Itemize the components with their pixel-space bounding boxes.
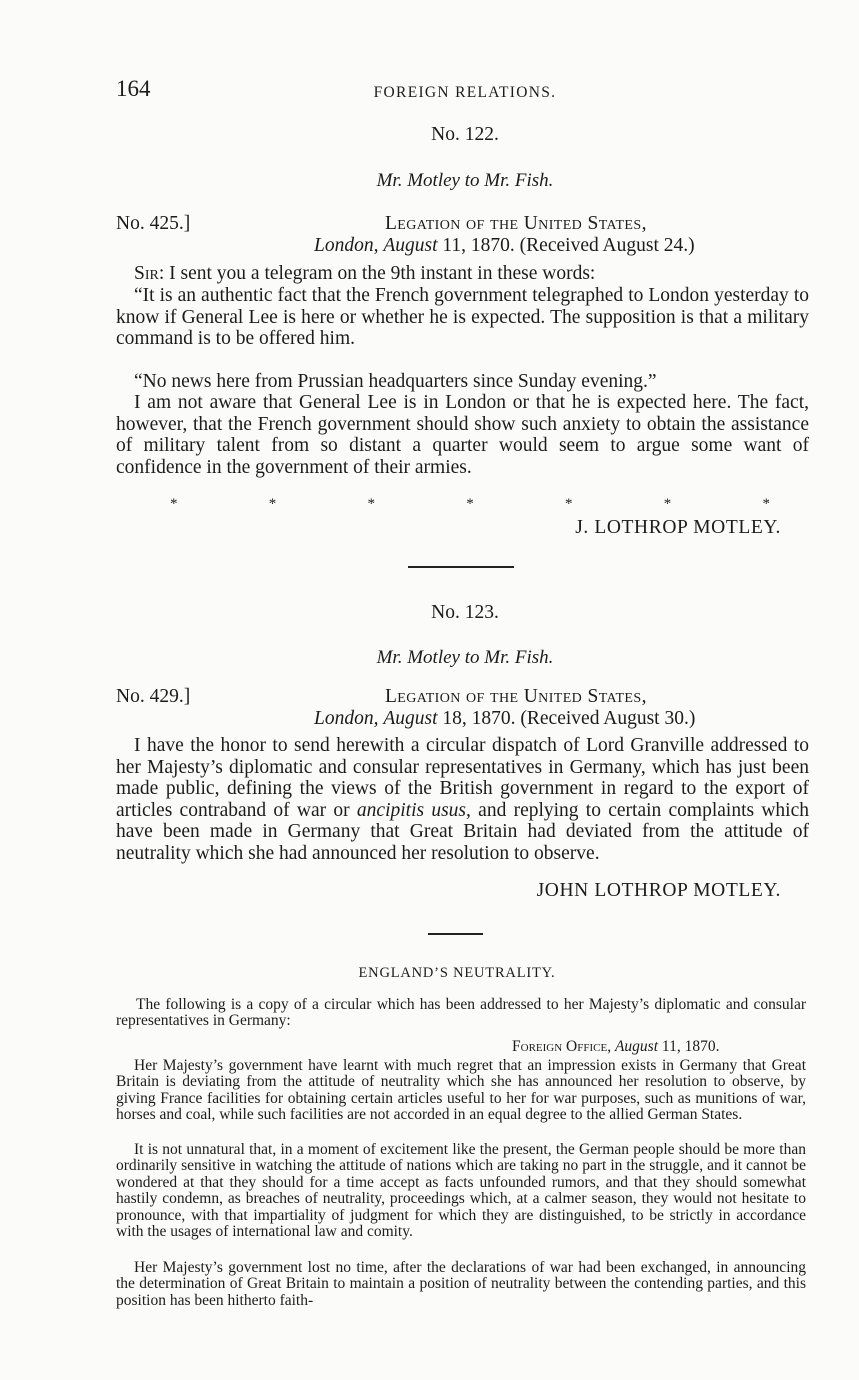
quoted-paragraph: “It is an authentic fact that the French government telegraphed to London yesterday to know if General Lee is here or whether he is expected. The supposition is that a military command is to be offered him.: [116, 285, 809, 349]
document-heading: Mr. Motley to Mr. Fish.: [376, 170, 554, 191]
legation-line: Legation of the United States,: [385, 213, 647, 234]
star: *: [268, 496, 277, 512]
salutation-paragraph: [116, 263, 809, 285]
running-title: FOREIGN RELATIONS.: [373, 84, 557, 101]
dateline: [314, 708, 695, 730]
paragraph-text: I have the honor to send herewith a circular dispatch of Lord Granville addressed to her Majesty’s diplomatic and consular representatives in Germany, which has just been made public, defining the views of the British government in regard to the export of articles contraband of war or: [116, 735, 809, 821]
star: *: [170, 496, 178, 512]
enclosure-paragraph: Her Majesty’s government have learnt with much regret that an impression exists in Germany that Great Britain is deviating from the attitude of neutrality which she has announced her resolution to observe, by giving France facilities for obtaining certain articles useful to her for war purposes, such as munitions of war, horses and coal, while such facilities are not accorded in an equal degree to the allied German States.: [116, 1057, 806, 1124]
star: *: [466, 496, 474, 512]
enclosure-dateline: [512, 1038, 719, 1056]
date-received: 18, 1870. (Received August 30.): [437, 708, 696, 729]
document-number: No. 122.: [431, 124, 499, 145]
date: 11, 1870.: [658, 1038, 720, 1055]
enclosure-intro: The following is a copy of a circular which has been addressed to her Majesty’s diplomatic and consular representatives in Germany:: [116, 996, 806, 1030]
star: *: [565, 496, 573, 512]
section-divider: [408, 566, 514, 568]
quoted-paragraph: “No news here from Prussian headquarters since Sunday evening.”: [134, 371, 657, 392]
star: *: [367, 496, 375, 512]
month: August: [383, 708, 438, 729]
signature: J. LOTHROP MOTLEY.: [575, 517, 781, 538]
month: August: [614, 1038, 659, 1055]
body-paragraph: I am not aware that General Lee is in London or that he is expected here. The fact, however, that the French government should show such anxiety to obtain the assistance of military talent from so distant a quarter would seem to argue some want of confidence in the government of their armies.: [116, 392, 809, 478]
dispatch-number: No. 425.]: [116, 213, 191, 234]
document-heading: Mr. Motley to Mr. Fish.: [376, 647, 554, 668]
dispatch-number: No. 429.]: [116, 686, 191, 707]
paragraph-text: and replying to certain complaints which have been made in Germany that Great Britain had deviated from the attitude of neutrality which she had announced her resolution to observe.: [116, 799, 810, 864]
legation-line: Legation of the United States,: [385, 686, 647, 707]
enclosure-paragraph: Her Majesty’s government lost no time, after the declarations of war had been exchanged, in announcing the determination of Great Britain to maintain a position of neutrality between the contending parties, and this position has been hitherto faith-: [116, 1259, 806, 1309]
page-number: 164: [116, 76, 151, 101]
section-divider: [428, 933, 483, 935]
place: London,: [314, 708, 379, 729]
month: August: [383, 235, 438, 256]
ellipsis-stars: [170, 496, 770, 513]
paragraph-text: : I sent you a telegram on the 9th instant in these words:: [158, 263, 596, 284]
latin-phrase: ancipitis usus,: [356, 799, 471, 821]
place: London,: [314, 235, 379, 256]
salutation: Sir: [134, 263, 159, 284]
dateline: [314, 235, 695, 257]
document-number: No. 123.: [431, 602, 499, 623]
star: *: [663, 496, 672, 512]
enclosure-title: ENGLAND’S NEUTRALITY.: [358, 965, 556, 981]
enclosure-paragraph: It is not unnatural that, in a moment of excitement like the present, the German people should be more than ordinarily sensitive in watching the attitude of nations which are taking no part in the struggle, and it cannot be wondered at that they should for a time accept as facts unfounded rumors, and that they should somewhat hastily condemn, as breaches of neutrality, proceedings which, at a calmer season, they would not hesitate to pronounce, with that impartiality of judgment for which they are distinguished, to be strictly in accordance with the usages of international law and comity.: [116, 1141, 806, 1241]
star: *: [762, 496, 770, 512]
date-received: 11, 1870. (Received August 24.): [437, 235, 695, 256]
signature: JOHN LOTHROP MOTLEY.: [536, 880, 781, 901]
body-paragraph: [116, 735, 809, 864]
office: Foreign Office,: [512, 1038, 612, 1055]
